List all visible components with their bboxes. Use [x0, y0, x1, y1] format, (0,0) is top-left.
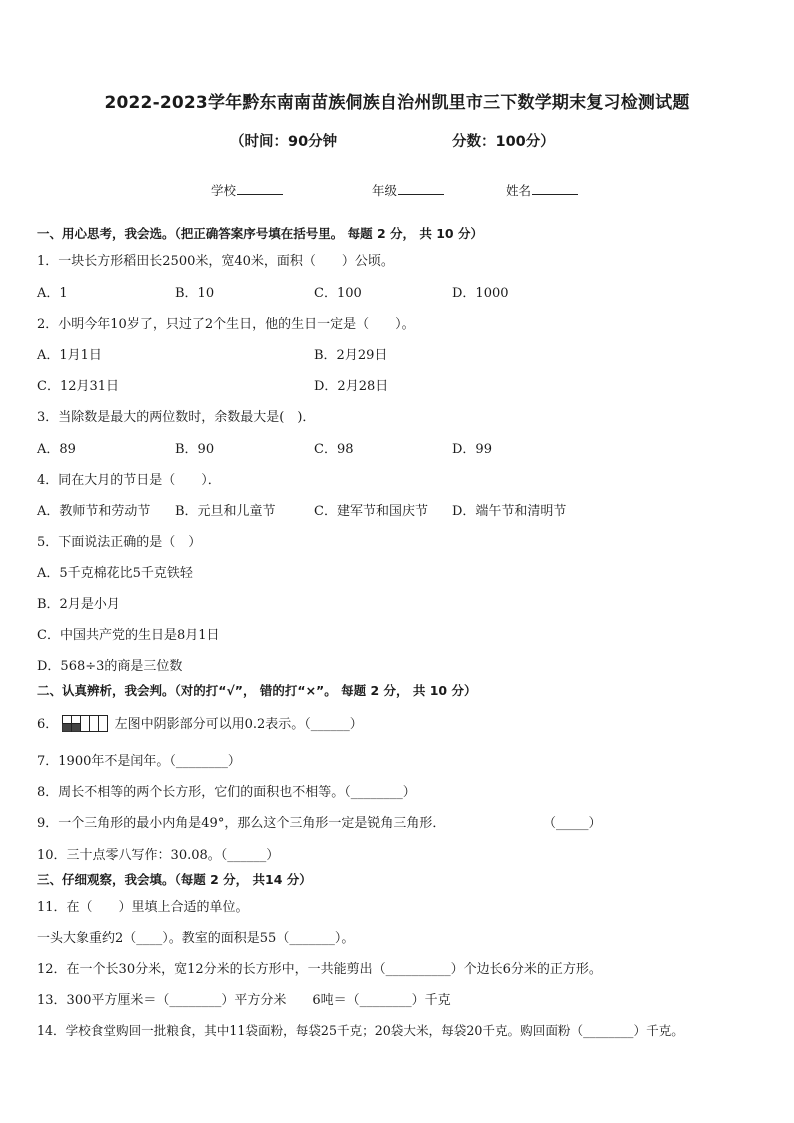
exam-score: 分数：100分）: [452, 134, 555, 150]
section-2-heading: 二、认真辨析，我会判。（对的打“√”， 错的打“×”。 每题 2 分， 共 10 分）: [37, 683, 477, 698]
exam-time: （时间：90分钟: [230, 134, 338, 150]
q2-option-b: B．2月29日: [314, 348, 388, 363]
q5-option-a: A．5千克棉花比5千克铁轻: [37, 566, 193, 581]
q1-stem: 1．一块长方形稻田长2500米，宽40米，面积（ ）公顷。: [37, 254, 394, 269]
q4-option-d: D．端午节和清明节: [452, 504, 567, 519]
name-label: 姓名: [506, 183, 532, 198]
q12: 12．在一个长30分米，宽12分米的长方形中，一共能剪出（__________）个边长6分米的正方形。: [37, 962, 602, 977]
q11-content: 一头大象重约2（____）。教室的面积是55（_______）。: [37, 931, 355, 946]
q2-option-c: C．12月31日: [37, 379, 120, 394]
school-label: 学校: [211, 183, 237, 198]
exam-title: 2022-2023学年黔东南南苗族侗族自治州凯里市三下数学期末复习检测试题: [104, 93, 690, 113]
q3-stem: 3．当除数是最大的两位数时，余数最大是( )．: [37, 410, 316, 425]
q1-option-d: D．1000: [452, 286, 509, 301]
q2-stem: 2．小明今年10岁了，只过了2个生日，他的生日一定是（ ）。: [37, 317, 415, 332]
q4-stem: 4．同在大月的节日是（ ）．: [37, 473, 221, 488]
q3-option-d: D．99: [452, 442, 492, 457]
q1-option-c: C．100: [314, 286, 362, 301]
q6: [37, 713, 363, 732]
q4-option-b: B．元旦和儿童节: [175, 504, 276, 519]
q9-blank: （_____）: [543, 816, 602, 831]
q2-option-d: D．2月28日: [314, 379, 389, 394]
q4-option-c: C．建军节和国庆节: [314, 504, 428, 519]
grade-field: [372, 181, 444, 199]
q3-option-a: A．89: [37, 442, 76, 457]
q5-stem: 5．下面说法正确的是（ ）: [37, 535, 202, 550]
q5-option-b: B．2月是小月: [37, 597, 120, 612]
q7: 7．1900年不是闰年。（________）: [37, 754, 241, 769]
shaded-grid-figure: [62, 715, 108, 732]
q10: 10．三十点零八写作：30.08。（______）: [37, 848, 280, 863]
q11: 11．在（ ）里填上合适的单位。: [37, 900, 249, 915]
q1-option-a: A．1: [37, 286, 68, 301]
q8: 8．周长不相等的两个长方形，它们的面积也不相等。（________）: [37, 785, 416, 800]
q9: 9．一个三角形的最小内角是49°，那么这个三角形一定是锐角三角形．: [37, 816, 446, 831]
q3-option-b: B．90: [175, 442, 215, 457]
q5-option-d: D．568÷3的商是三位数: [37, 659, 183, 674]
name-field: [506, 181, 578, 199]
q3-option-c: C．98: [314, 442, 354, 457]
section-1-heading: 一、用心思考，我会选。（把正确答案序号填在括号里。 每题 2 分， 共 10 分）: [37, 226, 483, 241]
school-field: [211, 181, 283, 199]
grade-label: 年级: [372, 183, 398, 198]
section-3-heading: 三、仔细观察，我会填。（每题 2 分， 共14 分）: [37, 872, 312, 887]
q4-option-a: A．教师节和劳动节: [37, 504, 151, 519]
q14: 14．学校食堂购回一批粮食，其中11袋面粉，每袋25千克；20袋大米，每袋20千克。购回面粉（________）千克。: [37, 1023, 684, 1038]
school-blank: [237, 182, 283, 195]
q2-option-a: A．1月1日: [37, 348, 102, 363]
q6-text: 左图中阴影部分可以用0.2表示。（______）: [114, 717, 363, 732]
q1-option-b: B．10: [175, 286, 215, 301]
q13: 13．300平方厘米＝（________）平方分米 6吨＝（________）千克: [37, 993, 451, 1008]
q6-number: 6．: [37, 717, 59, 732]
q5-option-c: C．中国共产党的生日是8月1日: [37, 628, 220, 643]
grade-blank: [398, 182, 444, 195]
name-blank: [532, 182, 578, 195]
